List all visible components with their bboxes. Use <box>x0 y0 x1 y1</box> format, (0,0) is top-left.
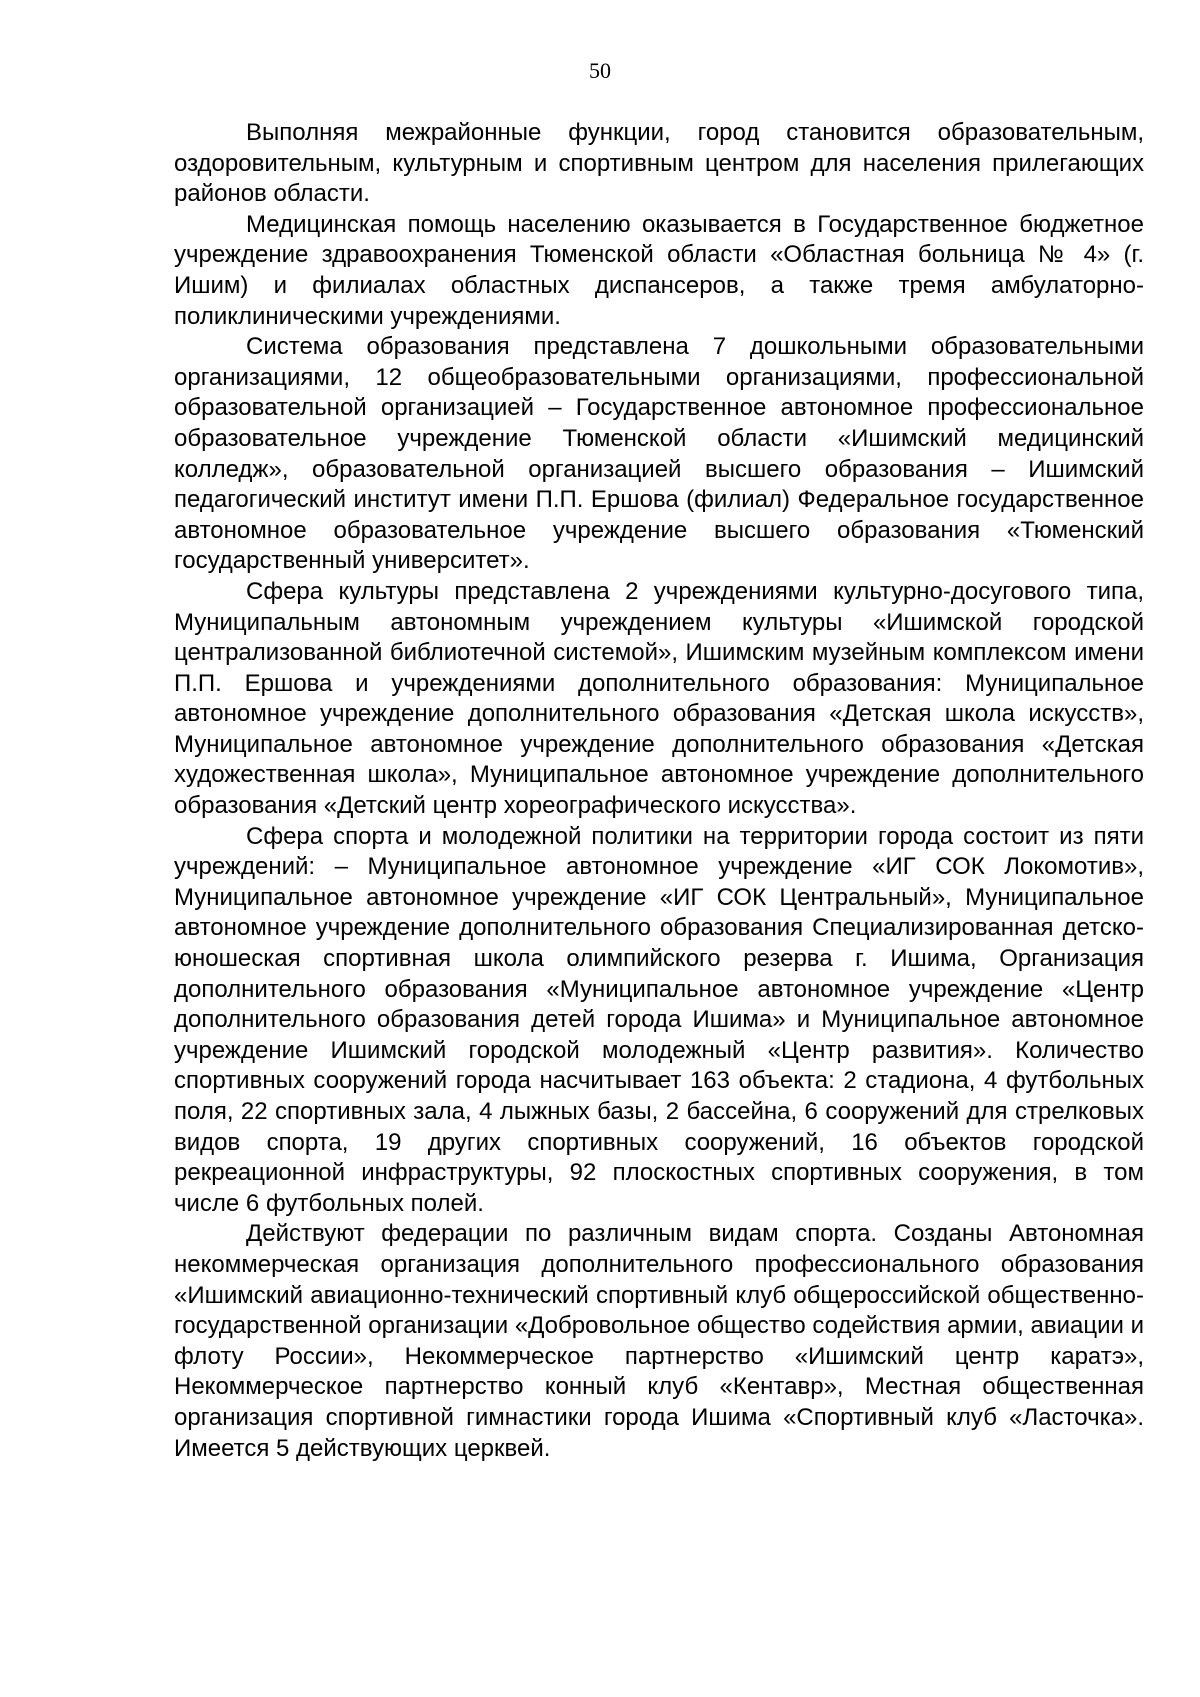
paragraph-medical-care: Медицинская помощь населению оказывается в Государственное бюджетное учреждение здравоохранения Тюменской области «Областная больница № 4» (г. Ишим) и филиалах областных диспансеров, а также тремя амбулаторно-поликлиническими учреждениями. <box>174 210 1144 330</box>
document-body <box>174 118 1144 1464</box>
paragraph-interdistrict-functions: Выполняя межрайонные функции, город становится образовательным, оздоровительным, культурным и спортивным центром для населения прилегающих районов области. <box>174 119 1144 208</box>
paragraph-sport-youth-policy: Сфера спорта и молодежной политики на территории города состоит из пяти учреждений: – Муниципальное автономное учреждение «ИГ СОК Локомотив», Муниципальное автономное учреждение «ИГ СОК Центральный», Муниципальное автономное учреждение дополнительного образования Специализированная детско-юношеская спортивная школа олимпийского резерва г. Ишима, Организация дополнительного образования «Муниципальное автономное учреждение «Центр дополнительного образования детей города Ишима» и Муниципальное автономное учреждение Ишимский городской молодежный «Центр развития». Количество спортивных сооружений города насчитывает 163 объекта: 2 стадиона, 4 футбольных поля, 22 спортивных зала, 4 лыжных базы, 2 бассейна, 6 сооружений для стрелковых видов спорта, 19 других спортивных сооружений, 16 объектов городской рекреационной инфраструктуры, 92 плоскостных спортивных сооружения, в том числе 6 футбольных полей. <box>174 822 1144 1217</box>
paragraph-sport-federations: Действуют федерации по различным видам спорта. Созданы Автономная некоммерческая организация дополнительного профессионального образования «Ишимский авиационно-технический спортивный клуб общероссийской общественно-государственной организации «Добровольное общество содействия армии, авиации и флоту России», Некоммерческое партнерство «Ишимский центр каратэ», Некоммерческое партнерство конный клуб «Кентавр», Местная общественная организация спортивной гимнастики города Ишима «Спортивный клуб «Ласточка». Имеется 5 действующих церквей. <box>174 1220 1144 1462</box>
page-number: 50 <box>589 58 611 83</box>
paragraph-education-system: Система образования представлена 7 дошкольными образовательными организациями, 12 общеобразовательными организациями, профессиональной образовательной организацией – Государственное автономное профессиональное образовательное учреждение Тюменской области «Ишимский медицинский колледж», образовательной организацией высшего образования – Ишимский педагогический институт имени П.П. Ершова (филиал) Федеральное государственное автономное образовательное учреждение высшего образования «Тюменский государственный университет». <box>174 333 1144 575</box>
paragraph-culture-sphere: Сфера культуры представлена 2 учреждениями культурно-досугового типа, Муниципальным автономным учреждением культуры «Ишимской городской централизованной библиотечной системой», Ишимским музейным комплексом имени П.П. Ершова и учреждениями дополнительного образования: Муниципальное автономное учреждение дополнительного образования «Детская школа искусств», Муниципальное автономное учреждение дополнительного образования «Детская художественная школа», Муниципальное автономное учреждение дополнительного образования «Детский центр хореографического искусства». <box>174 577 1144 820</box>
